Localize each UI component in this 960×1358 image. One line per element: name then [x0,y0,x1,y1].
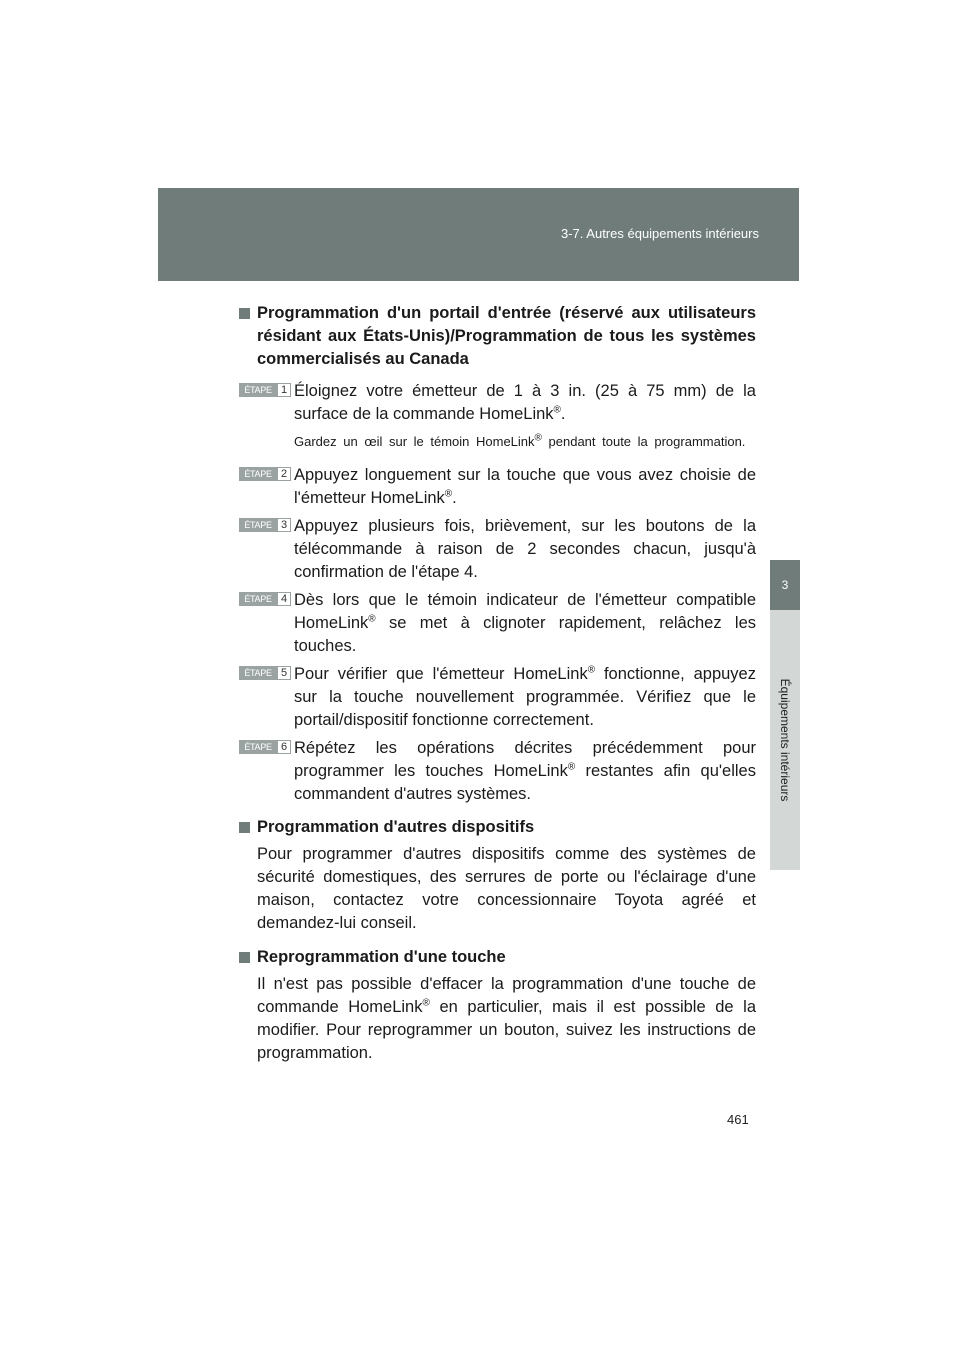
chapter-number-tab: 3 [770,560,800,610]
step-word: ÉTAPE [239,592,277,606]
step-6 [239,737,756,806]
step-badge [239,467,291,481]
page-content [239,302,756,1076]
step-word: ÉTAPE [239,740,277,754]
step-number: 4 [277,592,291,606]
step-5 [239,663,756,732]
step-number: 1 [277,383,291,397]
heading-text: Reprogrammation d'une touche [257,948,506,966]
step-text: Appuyez longuement sur la touche que vous avez choisie de l'émetteur HomeLink®. [294,466,756,507]
section-heading-other-devices [239,816,756,839]
heading-text: Programmation d'un portail d'entrée (réservé aux utilisateurs résidant aux États-Unis)/Programmation de tous les systèmes commercialisés au Canada [257,304,756,368]
step-text: Dès lors que le témoin indicateur de l'émetteur compatible HomeLink® se met à clignoter rapidement, relâchez les touches. [294,591,756,655]
chapter-label: Équipements intérieurs [778,678,792,802]
step-text: Répétez les opérations décrites précédemment pour programmer les touches HomeLink® restantes afin qu'elles commandent d'autres systèmes. [294,739,756,803]
step-text: Éloignez votre émetteur de 1 à 3 in. (25 à 75 mm) de la surface de la commande HomeLink®. [294,382,756,423]
section-title: 3-7. Autres équipements intérieurs [561,226,759,241]
heading-text: Programmation d'autres dispositifs [257,818,535,836]
step-word: ÉTAPE [239,518,277,532]
step-1 [239,380,756,451]
step-text: Appuyez plusieurs fois, brièvement, sur les boutons de la télécommande à raison de 2 secondes chacun, jusqu'à confirmation de l'étape 4. [294,517,756,581]
step-badge [239,740,291,754]
square-bullet-icon [239,952,250,963]
registered-mark: ® [422,997,430,1009]
step-3 [239,515,756,584]
step-number: 5 [277,666,291,680]
step-word: ÉTAPE [239,666,277,680]
step-4 [239,589,756,658]
step-badge [239,383,291,397]
registered-mark: ® [553,404,561,416]
registered-mark: ® [534,432,542,444]
step-number: 2 [277,467,291,481]
registered-mark: ® [444,488,453,500]
step-2 [239,464,756,510]
paragraph-other-devices: Pour programmer d'autres dispositifs comme des systèmes de sécurité domestiques, des serrures de porte ou l'éclairage d'une maison, contactez votre concessionnaire Toyota agréé et demandez-lui conseil. [257,845,756,932]
step-badge [239,666,291,680]
step-word: ÉTAPE [239,383,277,397]
header-band [158,188,799,281]
square-bullet-icon [239,822,250,833]
step-note: Gardez un œil sur le témoin HomeLink® pendant toute la programmation. [294,432,746,449]
section-heading-gate [239,302,756,371]
step-badge [239,592,291,606]
chapter-tab [770,610,800,870]
page-number: 461 [727,1112,749,1127]
step-number: 6 [277,740,291,754]
paragraph-reprogramming: Il n'est pas possible d'effacer la programmation d'une touche de commande HomeLink® en particulier, mais il est possible de la modifier. Pour reprogrammer un bouton, suivez les instructions de programmation. [257,975,757,1062]
step-number: 3 [277,518,291,532]
registered-mark: ® [567,761,576,773]
step-text: Pour vérifier que l'émetteur HomeLink® fonctionne, appuyez sur la touche nouvellement programmée. Vérifiez que le portail/dispositif fonctionne correctement. [294,664,756,729]
square-bullet-icon [239,308,250,319]
step-word: ÉTAPE [239,467,277,481]
registered-mark: ® [368,613,376,625]
registered-mark: ® [587,664,596,676]
section-heading-reprogramming [239,946,756,969]
step-badge [239,518,291,532]
